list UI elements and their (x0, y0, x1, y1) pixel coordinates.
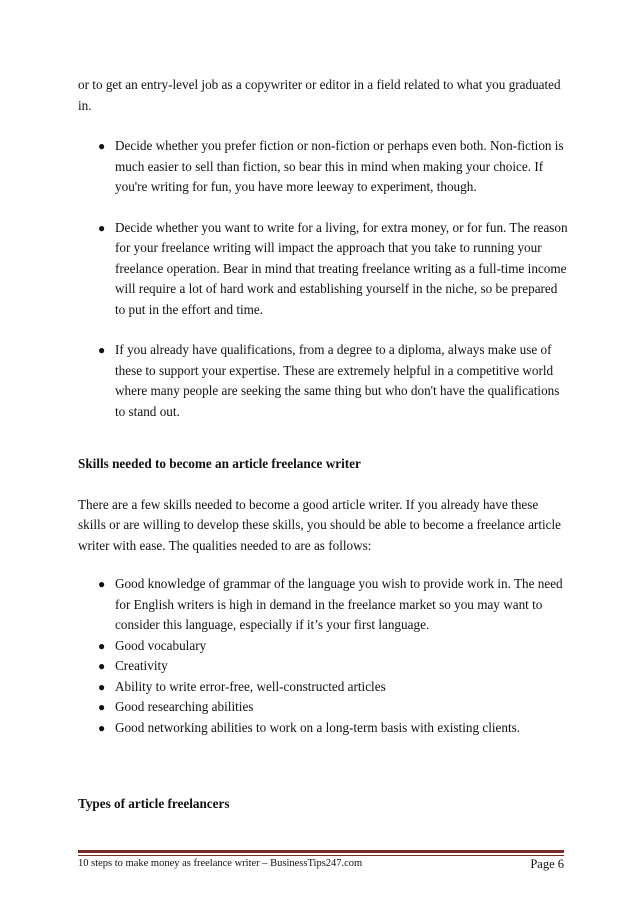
list-item (78, 718, 568, 739)
list-item (78, 136, 568, 198)
skills-heading: Skills needed to become an article freelance writer (78, 456, 361, 471)
list-item (78, 218, 568, 321)
intro-bullet-list (78, 136, 568, 422)
bullet-icon: ● (98, 720, 106, 735)
list-item (78, 656, 568, 677)
footer-title: 10 steps to make money as freelance writer – BusinessTips247.com (78, 858, 363, 869)
list-item-text: Creativity (115, 658, 168, 673)
list-item (78, 340, 568, 422)
bullet-icon: ● (98, 638, 106, 653)
bullet-icon: ● (98, 343, 106, 357)
bullet-icon: ● (98, 700, 106, 714)
page-body (78, 75, 568, 815)
list-item-text: Good knowledge of grammar of the language you wish to provide work in. The need for English writers is high in demand in the freelance market so you may want to consider this language, especially if it’s your first language. (115, 576, 563, 632)
bullet-icon: ● (98, 139, 106, 153)
intro-paragraph: or to get an entry-level job as a copywriter or editor in a field related to what you graduated in. (78, 77, 561, 113)
list-item-text: Decide whether you prefer fiction or non-fiction or perhaps even both. Non-fiction is much easier to sell than fiction, so bear this in mind when making your choice. If you're writing for fun, you have more leeway to experiment, though. (115, 138, 564, 194)
bullet-icon: ● (98, 659, 106, 673)
list-item-text: Good researching abilities (115, 699, 254, 714)
skills-bullet-list (78, 574, 568, 738)
list-item (78, 574, 568, 636)
types-heading: Types of article freelancers (78, 796, 230, 811)
page-number: Page 6 (530, 857, 564, 871)
bullet-icon: ● (98, 679, 106, 694)
list-item (78, 697, 568, 718)
list-item-text: Ability to write error-free, well-constructed articles (115, 678, 386, 694)
list-item-text: If you already have qualifications, from a degree to a diploma, always make use of these to support your expertise. These are extremely helpful in a competitive world where many people are seeking the same thing but who don't have the qualifications to stand out. (115, 342, 560, 419)
list-item (78, 636, 568, 657)
footer-divider-thin (78, 855, 564, 856)
list-item-text: Good vocabulary (115, 637, 207, 653)
bullet-icon: ● (98, 577, 106, 591)
footer-divider (78, 850, 564, 853)
list-item-text: Decide whether you want to write for a living, for extra money, or for fun. The reason for your freelance writing will impact the approach that you take to running your freelance operation. Bear in mind that treating freelance writing as a full-time income will require a lot of hard work and establishing yourself in the niche, so be prepared to put in the effort and time. (115, 219, 568, 317)
list-item (78, 677, 568, 698)
bullet-icon: ● (98, 220, 106, 235)
list-item-text: Good networking abilities to work on a long-term basis with existing clients. (115, 719, 521, 735)
skills-paragraph: There are a few skills needed to become a good article writer. If you already have these skills or are willing to develop these skills, you should be able to become a freelance article writer with ease. The qualities needed to are as follows: (78, 496, 562, 553)
